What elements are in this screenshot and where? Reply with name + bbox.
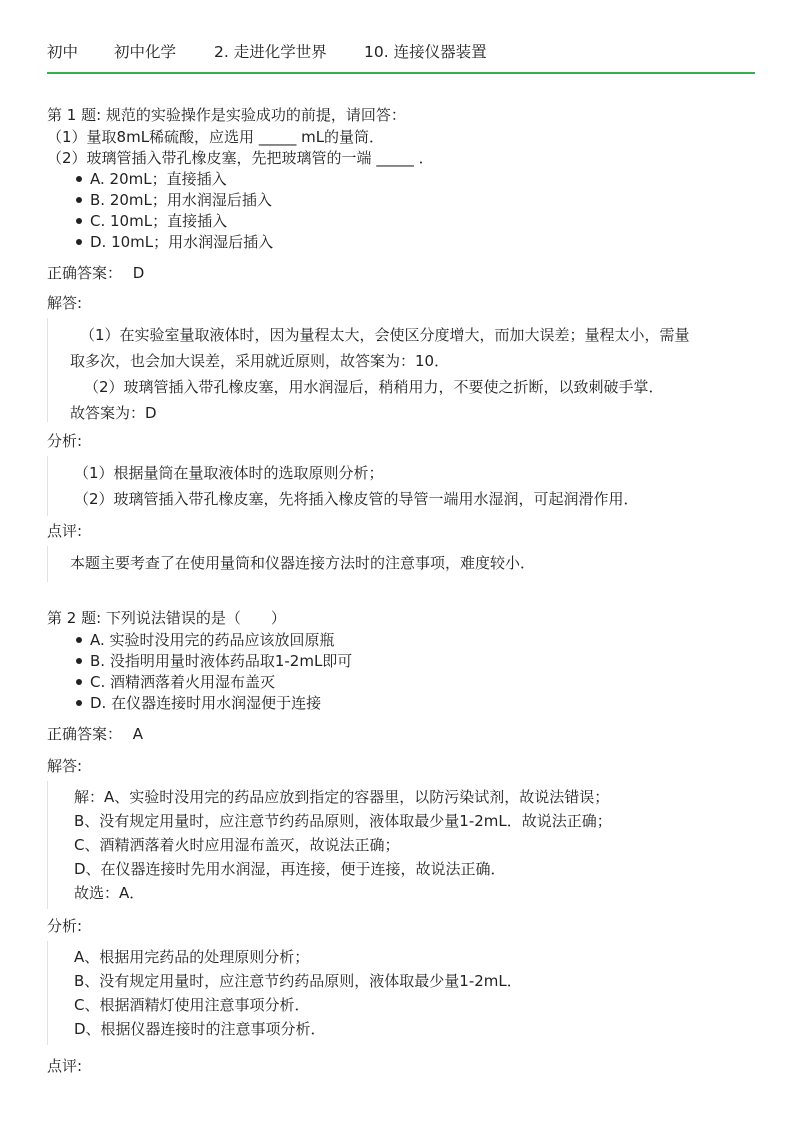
breadcrumb-chapter[interactable]: 2. 走进化学世界 [214, 43, 327, 61]
solution-line: 故选：A． [74, 884, 145, 902]
analysis-label: 分析: [47, 917, 83, 935]
solution-label: 解答: [47, 757, 83, 775]
option-c: C. 10mL；直接插入 [90, 212, 228, 230]
option-d: D. 在仪器连接时用水润湿便于连接 [90, 694, 322, 712]
option-c: C. 酒精洒落着火用湿布盖灭 [90, 673, 276, 691]
breadcrumb-level[interactable]: 初中 [47, 43, 79, 61]
solution-line: D、在仪器连接时先用水润湿，再连接，便于连接，故说法正确． [74, 860, 506, 878]
comment-label: 点评: [47, 522, 83, 540]
solution-line: 故答案为：D [70, 404, 157, 422]
solution-line: C、酒精洒落着火时应用湿布盖灭，故说法正确； [74, 836, 400, 854]
answer-row [47, 723, 143, 745]
bullet-icon [76, 239, 82, 245]
breadcrumb-section[interactable]: 10. 连接仪器装置 [364, 43, 487, 61]
solution-line: 取多次，也会加大误差，采用就近原则，故答案为：10． [70, 352, 450, 370]
analysis-line: （2）玻璃管插入带孔橡皮塞，先将插入橡皮管的导管一端用水湿润，可起润滑作用． [74, 490, 639, 508]
bullet-icon [76, 658, 82, 664]
bullet-icon [76, 700, 82, 706]
analysis-rule [47, 456, 48, 516]
answer-value: A [132, 725, 144, 743]
bullet-icon [76, 176, 82, 182]
bullet-icon [76, 218, 82, 224]
question-title: 第 1 题: 规范的实验操作是实验成功的前提，请回答： [47, 106, 406, 124]
analysis-rule [47, 941, 48, 1045]
bullet-icon [76, 197, 82, 203]
answer-label: 正确答案： [47, 264, 123, 282]
solution-text [70, 322, 750, 426]
breadcrumb [47, 38, 755, 74]
answer-row [47, 262, 144, 284]
answer-value: D [132, 264, 145, 282]
option-a: A. 实验时没用完的药品应该放回原瓶 [90, 631, 335, 649]
analysis-text [74, 945, 754, 1041]
solution-rule [47, 781, 48, 909]
breadcrumb-subject[interactable]: 初中化学 [114, 43, 177, 61]
analysis-label: 分析: [47, 432, 83, 450]
analysis-line: C、根据酒精灯使用注意事项分析． [74, 996, 310, 1014]
analysis-line: A、根据用完药品的处理原则分析； [74, 948, 310, 966]
option-b: B. 没指明用量时液体药品取1-2mL即可 [90, 652, 353, 670]
bullet-icon [76, 679, 82, 685]
solution-line: （1）在实验室量取液体时，因为量程太大，会使区分度增大，而加大误差；量程太小，需量 [80, 326, 690, 344]
bullet-icon [76, 637, 82, 643]
solution-text [74, 785, 754, 905]
analysis-line: D、根据仪器连接时的注意事项分析． [74, 1020, 326, 1038]
solution-label: 解答: [47, 294, 83, 312]
option-a: A. 20mL；直接插入 [90, 170, 227, 188]
solution-line: 解：A、实验时没用完的药品应放到指定的容器里，以防污染试剂，故说法错误； [74, 788, 610, 806]
solution-line: B、没有规定用量时，应注意节约药品原则，液体取最少量1-2mL．故说法正确； [74, 812, 612, 830]
analysis-line: B、没有规定用量时，应注意节约药品原则，液体取最少量1-2mL． [74, 972, 522, 990]
option-b: B. 20mL；用水润湿后插入 [90, 191, 272, 209]
sub-question-2: （2）玻璃管插入带孔橡皮塞，先把玻璃管的一端 _____ ． [47, 149, 434, 167]
question-title: 第 2 题: 下列说法错误的是（ ） [47, 609, 286, 627]
analysis-text [74, 460, 754, 512]
solution-line: （2）玻璃管插入带孔橡皮塞，用水润湿后，稍稍用力，不要使之折断，以致刺破手掌． [84, 378, 664, 396]
analysis-line: （1）根据量筒在量取液体时的选取原则分析； [74, 464, 384, 482]
comment-text: 本题主要考查了在使用量筒和仪器连接方法时的注意事项，难度较小． [70, 554, 536, 572]
sub-question-1: （1）量取8mL稀硫酸，应选用 _____ mL的量筒． [47, 128, 385, 146]
comment-rule [47, 546, 48, 582]
solution-rule [47, 318, 48, 422]
option-d: D. 10mL；用水润湿后插入 [90, 233, 274, 251]
answer-label: 正确答案： [47, 725, 123, 743]
comment-label: 点评: [47, 1057, 83, 1075]
